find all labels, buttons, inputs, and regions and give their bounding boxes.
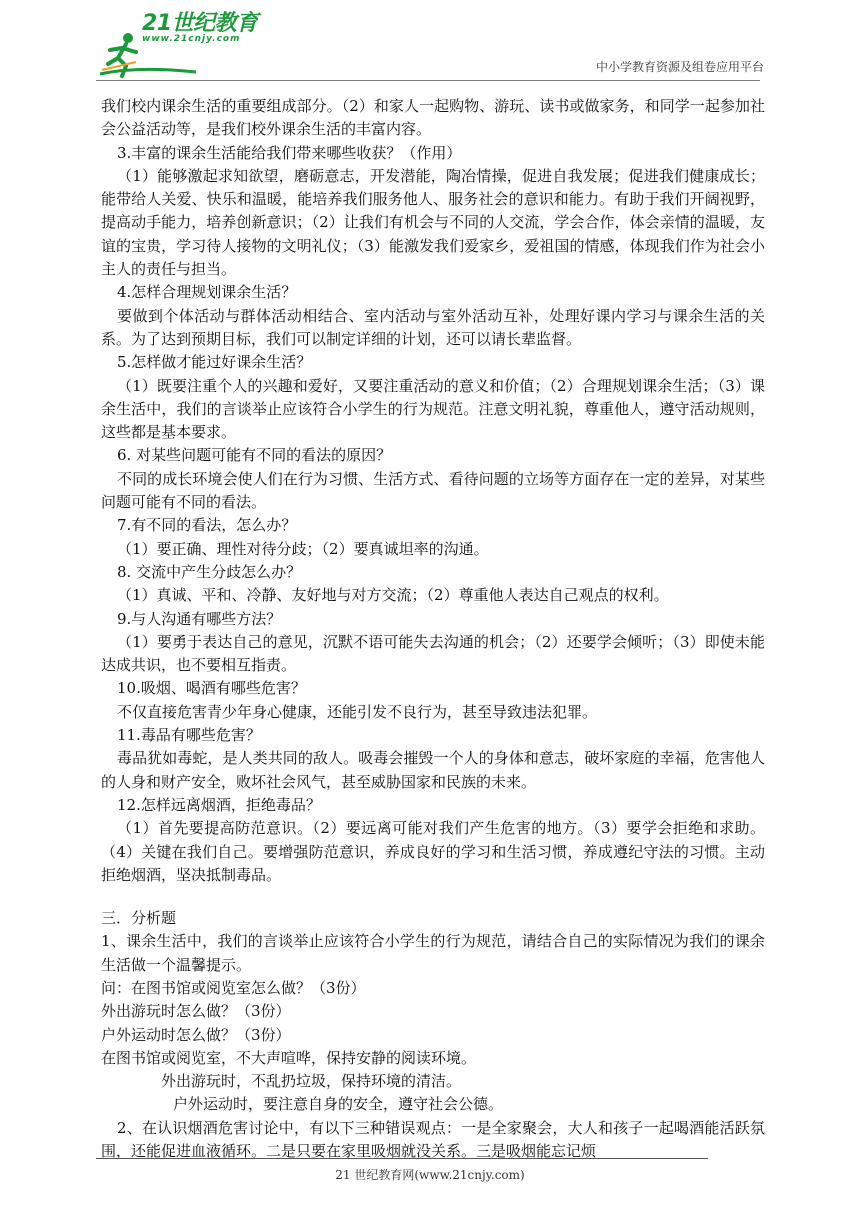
page-header xyxy=(0,0,860,84)
paragraph: （1）能够激起求知欲望，磨砺意志，开发潜能，陶冶情操，促进自我发展；促进我们健康成长；能带给人关爱、快乐和温暖，能培养我们服务他人、服务社会的意识和能力。有助于我们开阔视野，提高动手能力，培养创新意识；（2）让我们有机会与不同的人交流，学会合作，体会亲情的温暖，友谊的宝贵，学习待人接物的文明礼仪；（3）能激发我们爱家乡，爱祖国的情感，体现我们作为社会小主人的责任与担当。 xyxy=(101,166,765,279)
paragraph: 户外运动时，要注意自身的安全，遵守社会公德。 xyxy=(173,1095,504,1114)
paragraph: 问：在图书馆或阅览室怎么做？（3份） xyxy=(101,978,366,997)
paragraph: 7.有不同的看法，怎么办？ xyxy=(117,516,297,535)
paragraph: （1）真诚、平和、冷静、友好地与对方交流；（2）尊重他人表达自己观点的权利。 xyxy=(117,586,669,605)
paragraph: 在图书馆或阅览室，不大声喧哗，保持安静的阅读环境。 xyxy=(101,1048,477,1067)
paragraph: 8. 交流中产生分歧怎么办？ xyxy=(117,562,302,581)
footer-divider xyxy=(96,1158,708,1159)
paragraph: 5.怎样做才能过好课余生活？ xyxy=(117,353,312,372)
paragraph: 户外运动时怎么做？（3份） xyxy=(101,1025,291,1044)
page-footer: 21 世纪教育网(www.21cnjy.com) xyxy=(335,1168,525,1182)
paragraph: （1）既要注重个人的兴趣和爱好，又要注重活动的意义和价值；（2）合理规划课余生活；（3）课余生活中，我们的言谈举止应该符合小学生的行为规范。注意文明礼貌，尊重他人，遵守活动规则，这些都是基本要求。 xyxy=(101,376,765,442)
paragraph: 毒品犹如毒蛇，是人类共同的敌人。吸毒会摧毁一个人的身体和意志，破坏家庭的幸福，危害他人的人身和财产安全，败坏社会风气，甚至威胁国家和民族的未来。 xyxy=(101,749,765,791)
document-body xyxy=(101,95,765,1163)
paragraph: 6. 对某些问题可能有不同的看法的原因？ xyxy=(117,446,392,465)
logo-text: 21世纪教育 xyxy=(142,11,258,36)
paragraph: 10.吸烟、喝酒有哪些危害？ xyxy=(117,679,306,698)
paragraph: 三．分析题 xyxy=(101,909,177,928)
paragraph: 不仅直接危害青少年身心健康，还能引发不良行为，甚至导致违法犯罪。 xyxy=(117,702,598,721)
paragraph: 1、课余生活中，我们的言谈举止应该符合小学生的行为规范，请结合自己的实际情况为我们的课余生活做一个温馨提示。 xyxy=(101,932,765,974)
paragraph: 外出游玩时怎么做？（3份） xyxy=(101,1002,291,1021)
spacer xyxy=(101,887,765,907)
paragraph: （1）要勇于表达自己的意见，沉默不语可能失去沟通的机会；（2）还要学会倾听；（3）即使未能达成共识，也不要相互指责。 xyxy=(101,632,765,675)
header-divider xyxy=(96,80,760,81)
paragraph: 12.怎样远离烟酒，拒绝毒品？ xyxy=(117,795,321,814)
paragraph: 11.毒品有哪些危害？ xyxy=(117,726,261,745)
paragraph: 4.怎样合理规划课余生活？ xyxy=(117,283,297,302)
platform-title: 中小学教育资源及组卷应用平台 xyxy=(595,60,764,74)
paragraph: 3.丰富的课余生活能给我们带来哪些收获？（作用） xyxy=(117,143,462,162)
paragraph: （1）要正确、理性对待分歧；（2）要真诚坦率的沟通。 xyxy=(117,539,489,558)
paragraph: 要做到个体活动与群体活动相结合、室内活动与室外活动互补，处理好课内学习与课余生活的关系。为了达到预期目标，我们可以制定详细的计划，还可以请长辈监督。 xyxy=(101,306,765,348)
logo-url: www.21cnjy.com xyxy=(142,34,241,44)
paragraph: 我们校内课余生活的重要组成部分。（2）和家人一起购物、游玩、读书或做家务，和同学一起参加社会公益活动等，是我们校外课余生活的丰富内容。 xyxy=(101,97,765,139)
paragraph: 9.与人沟通有哪些方法？ xyxy=(117,609,282,628)
paragraph: （1）首先要提高防范意识。（2）要远离可能对我们产生危害的地方。（3）要学会拒绝和求助。（4）关键在我们自己。要增强防范意识，养成良好的学习和生活习惯，养成遵纪守法的习惯。主动拒绝烟酒，坚决抵制毒品。 xyxy=(101,819,765,884)
paragraph: 2、在认识烟酒危害讨论中，有以下三种错误观点：一是全家聚会，大人和孩子一起喝酒能活跃氛围，还能促进血液循环。二是只要在家里吸烟就没关系。三是吸烟能忘记烦 xyxy=(101,1118,765,1161)
paragraph: 外出游玩时，不乱扔垃圾，保持环境的清洁。 xyxy=(161,1072,462,1091)
paragraph: 不同的成长环境会使人们在行为习惯、生活方式、看待问题的立场等方面存在一定的差异，对某些问题可能有不同的看法。 xyxy=(101,469,765,512)
